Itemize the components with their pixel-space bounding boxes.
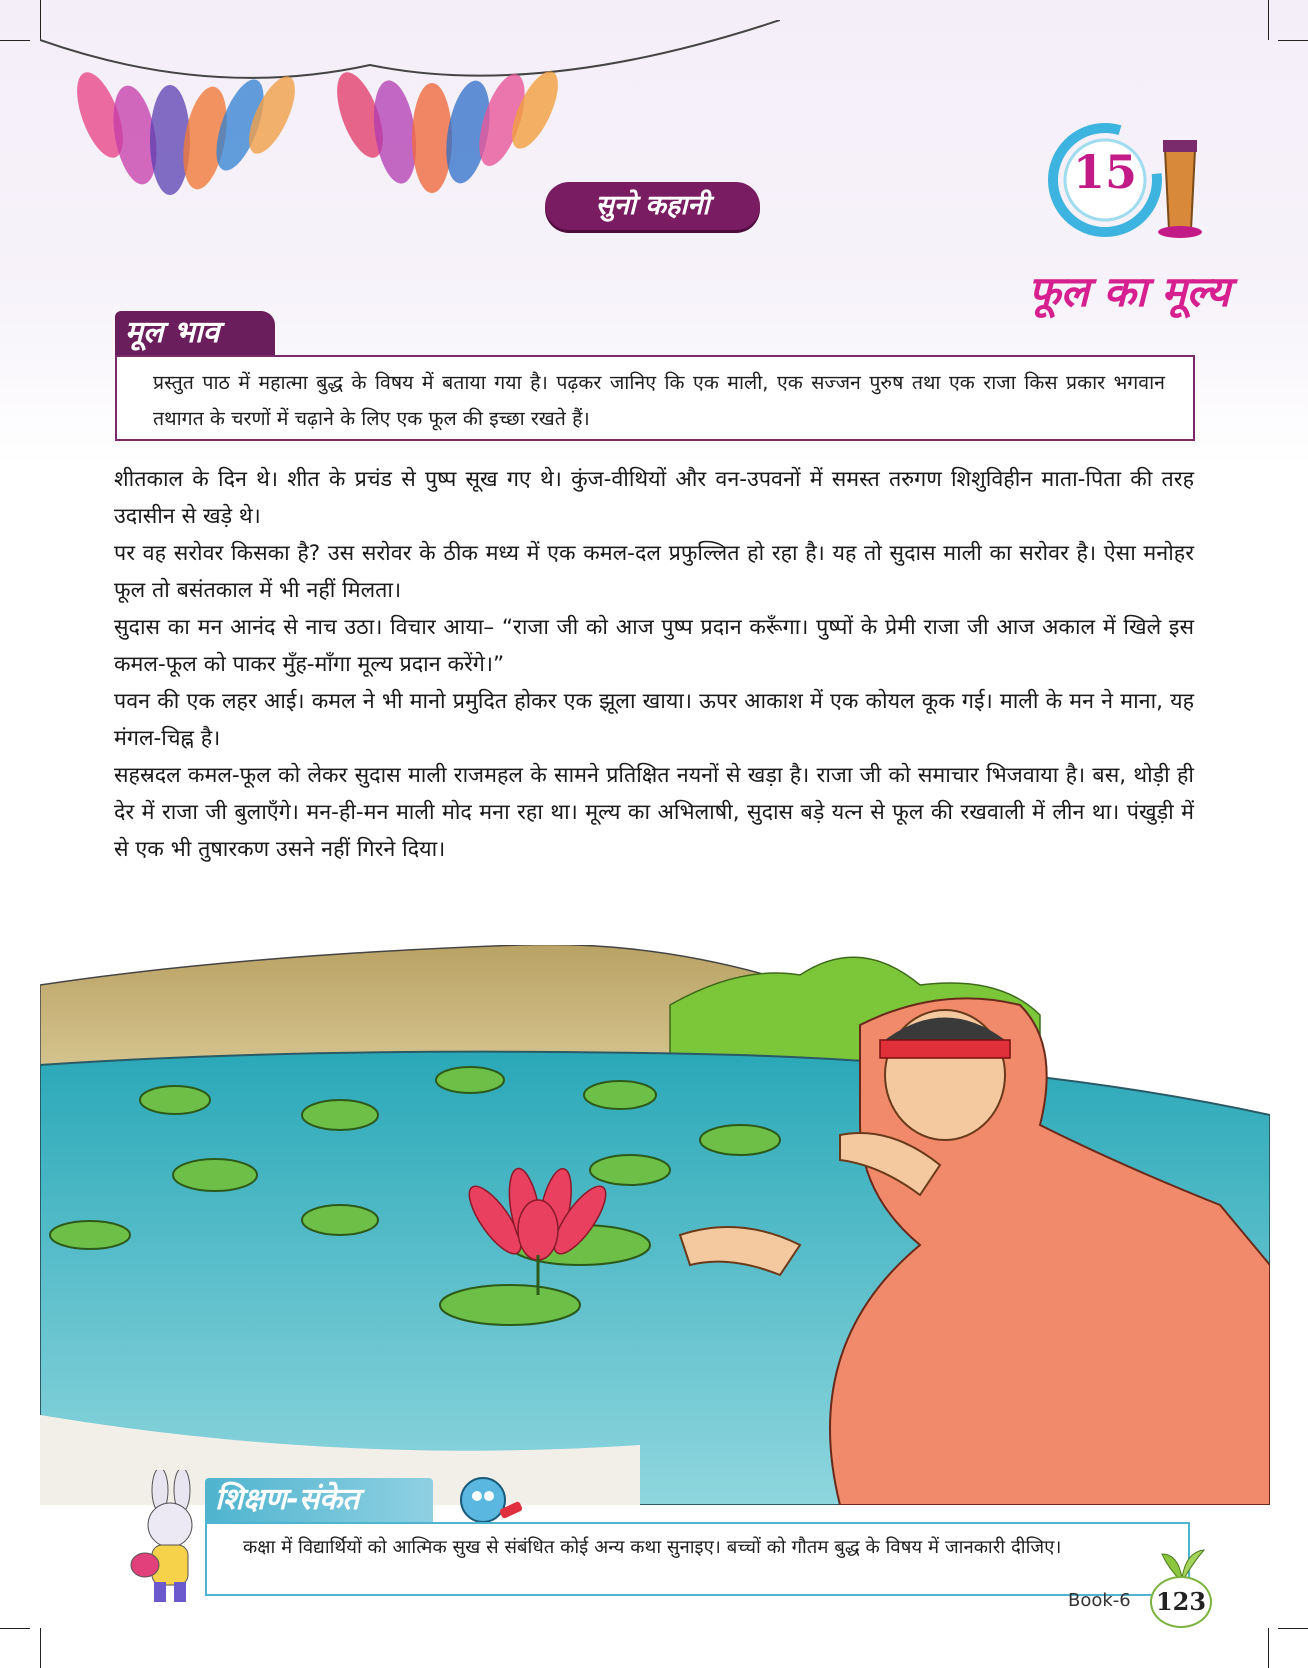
story-paragraph: पर वह सरोवर किसका है? उस सरोवर के ठीक मध्य में एक कमल-दल प्रफुल्लित हो रहा है। यह तो सुदास माली का सरोवर है। ऐसा मनोहर फूल तो बसंतकाल में भी नहीं मिलता। bbox=[114, 541, 1194, 603]
crop-mark bbox=[1268, 0, 1269, 40]
chapter-title: फूल का मूल्य bbox=[1028, 267, 1230, 316]
book-label: Book-6 bbox=[1068, 1590, 1131, 1611]
teaching-note-heading: शिक्षण-संकेत bbox=[205, 1478, 433, 1522]
page-number: 123 bbox=[1150, 1576, 1212, 1628]
crop-mark bbox=[0, 40, 30, 41]
teaching-note-text: कक्षा में विद्यार्थियों को आत्मिक सुख से संबंधित कोई अन्य कथा सुनाइए। बच्चों को गौतम बुद्ध के विषय में जानकारी दीजिए। bbox=[243, 1537, 1062, 1558]
teaching-note-box bbox=[205, 1522, 1190, 1596]
gardener-lotus-pond-illustration bbox=[40, 945, 1270, 1505]
section-tag: सुनो कहानी bbox=[545, 182, 760, 230]
crop-mark bbox=[1268, 1628, 1269, 1668]
story-paragraph: सुदास का मन आनंद से नाच उठा। विचार आया– “राजा जी को आज पुष्प प्रदान करूँगा। पुष्पों के प्रेमी राजा जी आज अकाल में खिले इस कमल-फूल को पाकर मुँह-माँगा मूल्य प्रदान करेंगे।” bbox=[114, 615, 1194, 677]
story-paragraph: पवन की एक लहर आई। कमल ने भी मानो प्रमुदित होकर एक झूला खाया। ऊपर आकाश में एक कोयल कूक गई। माली के मन ने माना, यह मंगल-चिह्न है। bbox=[114, 689, 1194, 751]
crop-mark bbox=[40, 1628, 41, 1668]
crop-mark bbox=[1278, 40, 1308, 41]
mool-bhav-box bbox=[115, 355, 1195, 441]
mool-bhav-text: प्रस्तुत पाठ में महात्मा बुद्ध के विषय में बताया गया है। पढ़कर जानिए कि एक माली, एक सज्जन पुरुष तथा एक राजा किस प्रकार भगवान तथागत के चरणों में चढ़ाने के लिए एक फूल की इच्छा रखते हैं। bbox=[153, 371, 1165, 430]
story-body bbox=[114, 461, 1194, 868]
story-paragraph: सहस्रदल कमल-फूल को लेकर सुदास माली राजमहल के सामने प्रतिक्षित नयनों से खड़ा है। राजा जी को समाचार भिजवाया है। बस, थोड़ी ही देर में राजा जी बुलाएँगे। मन-ही-मन माली मोद मना रहा था। मूल्य का अभिलाषी, सुदास बड़े यत्न से फूल की रखवाली में लीन था। पंखुड़ी में से एक भी तुषारकण उसने नहीं गिरने दिया। bbox=[114, 763, 1194, 862]
crop-mark bbox=[0, 1628, 30, 1629]
vase-icon bbox=[1155, 130, 1205, 240]
mool-bhav-heading: मूल भाव bbox=[115, 311, 275, 355]
story-paragraph: शीतकाल के दिन थे। शीत के प्रचंड से पुष्प सूख गए थे। कुंज-वीथियों और वन-उपवनों में समस्त तरुगण शिशुविहीन माता-पिता की तरह उदासीन से खड़े थे। bbox=[114, 467, 1194, 529]
globe-mascot-icon bbox=[455, 1470, 525, 1530]
crop-mark bbox=[1278, 1628, 1308, 1629]
chapter-number: 15 bbox=[1072, 145, 1137, 199]
